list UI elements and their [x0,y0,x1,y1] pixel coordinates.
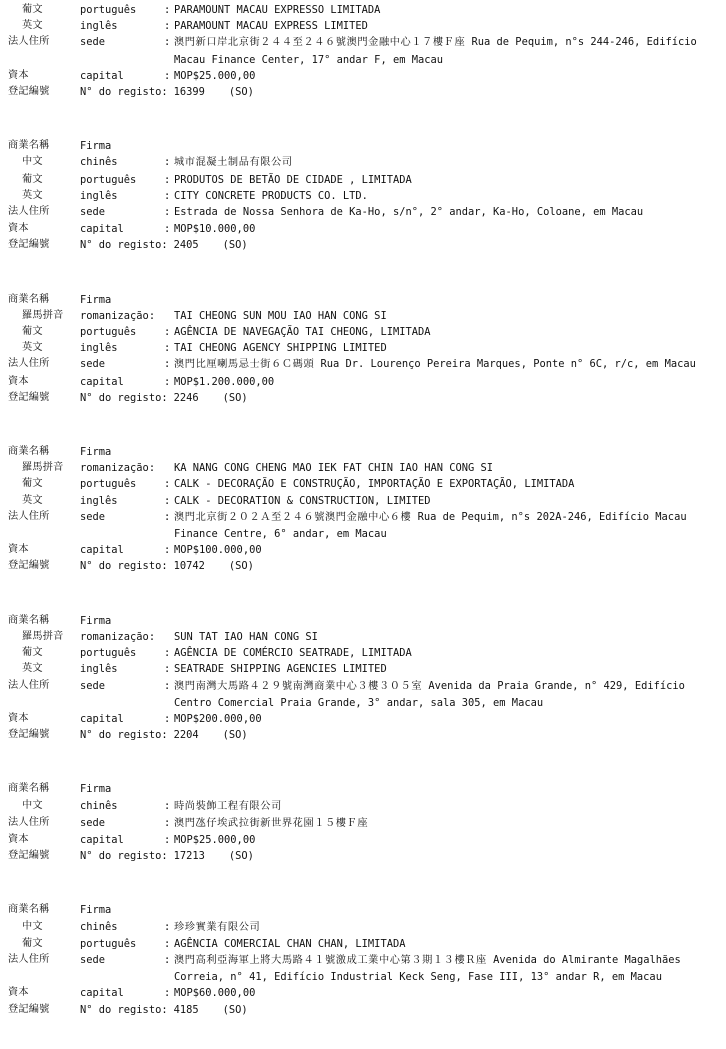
capital-value: MOP$25.000,00 [174,69,256,82]
capital-row [8,832,720,848]
field-row [8,172,720,188]
company-entry [8,613,720,744]
label-pt: português [80,478,137,491]
label-pt: chinês [80,799,118,812]
field-value: CITY CONCRETE PRODUCTS CO. LTD. [174,189,368,202]
registo-row [8,84,720,100]
label-zh: 商業名稱 [8,140,50,152]
label-pt: capital [80,69,124,82]
sede-text: Avenida do Almirante Magalhães Correia, n° 41, Edifício Industrial Keck Seng, Fase III, 13° andar R, em Macau [174,953,681,984]
field-value: AGÊNCIA DE NAVEGAÇÃO TAI CHEONG, LIMITADA [174,326,431,339]
field-row [8,919,720,936]
label-pt: Firma [80,293,112,306]
field-value-cjk: 珍珍實業有限公司 [174,921,261,933]
label-zh: 羅馬拼音 [22,309,64,321]
label-pt: N° do registo: [80,729,168,742]
label-zh: 中文 [22,799,43,811]
separator: : [164,663,171,676]
sede-row [8,678,720,711]
separator: : [164,647,171,660]
separator: : [164,833,171,846]
label-zh: 資本 [8,712,29,724]
label-pt: português [80,647,137,660]
label-pt: sede [80,358,106,371]
label-zh: 資本 [8,69,29,81]
separator: : [164,799,171,812]
separator: : [164,478,171,491]
separator: : [164,375,171,388]
label-pt: capital [80,544,124,557]
label-pt: N° do registo: [80,239,168,252]
sede-text: Estrada de Nossa Senhora de Ka-Ho, s/n°, 2° andar, Ka-Ho, Coloane, em Macau [174,206,644,219]
label-zh: 法人住所 [8,358,50,370]
field-value: PARAMOUNT MACAU EXPRESS LIMITED [174,20,368,33]
company-entry [8,781,720,864]
label-pt: inglês [80,663,118,676]
label-zh: 登記編號 [8,86,50,98]
label-zh: 資本 [8,375,29,387]
sede-text: Avenida da Praia Grande, n° 429, Edifício Centro Comercial Praia Grande, 3° andar, sala 305, em Macau [174,679,685,709]
separator: : [164,206,171,219]
field-value: SEATRADE SHIPPING AGENCIES LIMITED [174,663,387,676]
sede-cjk: 澳門氹仔埃武拉街新世界花園１５樓Ｆ座 [174,817,369,829]
label-zh: 商業名稱 [8,293,50,305]
label-pt: capital [80,987,124,1000]
separator: : [164,510,171,523]
label-pt: capital [80,712,124,725]
capital-row [8,68,720,84]
label-pt: português [80,4,137,16]
label-pt: romanização: [80,462,156,475]
label-zh: 羅馬拼音 [22,630,64,642]
capital-value: MOP$200.000,00 [174,712,262,725]
label-pt: inglês [80,189,118,202]
field-row [8,18,720,34]
label-zh: 英文 [22,494,43,506]
separator: : [164,173,171,186]
field-row [8,154,720,171]
field-row [8,936,720,952]
label-zh: 葡文 [22,647,43,659]
registo-code: (SO) [228,850,254,863]
registo-row [8,558,720,574]
label-zh: 法人住所 [8,206,50,218]
firma-header [8,138,720,154]
label-pt: inglês [80,342,118,355]
field-value: CALK - DECORATION & CONSTRUCTION, LIMITED [174,494,431,507]
registo-number: 2246 [173,391,199,404]
label-zh: 英文 [22,663,43,675]
label-zh: 登記編號 [8,560,50,572]
registo-code: (SO) [222,1003,248,1016]
label-pt: capital [80,375,124,388]
label-pt: sede [80,953,106,966]
separator: : [164,816,171,829]
separator: : [164,189,171,202]
field-value: TAI CHEONG SUN MOU IAO HAN CONG SI [174,309,387,322]
field-value: AGÊNCIA DE COMÉRCIO SEATRADE, LIMITADA [174,647,412,660]
separator: : [164,326,171,339]
label-pt: Firma [80,446,112,459]
field-row [8,798,720,815]
label-zh: 法人住所 [8,953,50,965]
sede-value [174,509,720,542]
registo-number: 2204 [173,729,199,742]
separator: : [164,494,171,507]
separator: : [164,36,171,49]
sede-cjk: 澳門南灣大馬路４２９號南灣商業中心３樓３０５室 [174,680,423,692]
label-zh: 登記編號 [8,239,50,251]
separator: : [164,937,171,950]
separator: : [164,987,171,1000]
label-zh: 葡文 [22,478,43,490]
label-pt: romanização: [80,630,156,643]
field-row [8,460,720,476]
field-value-cjk: 城市混凝土制品有限公司 [174,157,293,169]
field-value: TAI CHEONG AGENCY SHIPPING LIMITED [174,342,387,355]
registo-code: (SO) [222,391,248,404]
capital-value: MOP$1.200.000,00 [174,375,275,388]
sede-row [8,815,720,832]
capital-row [8,711,720,727]
separator: : [164,223,171,236]
field-row [8,493,720,509]
field-row [8,661,720,677]
label-zh: 法人住所 [8,36,50,48]
label-zh: 登記編號 [8,391,50,403]
label-zh: 葡文 [22,173,43,185]
field-row [8,645,720,661]
sede-value [174,678,720,711]
sede-text: Rua de Pequim, n°s 244-246, Edifício Macau Finance Center, 17° andar F, em Macau [174,36,697,66]
label-pt: N° do registo: [80,560,168,573]
label-pt: sede [80,679,106,692]
label-pt: N° do registo: [80,86,168,99]
label-zh: 商業名稱 [8,446,50,458]
company-entry [8,902,720,1017]
separator: : [164,69,171,82]
label-zh: 商業名稱 [8,904,50,916]
label-zh: 資本 [8,223,29,235]
label-pt: Firma [80,904,112,917]
capital-row [8,542,720,558]
label-zh: 中文 [22,920,43,932]
field-row [8,340,720,356]
registo-code: (SO) [228,86,254,99]
field-row [8,188,720,204]
label-zh: 羅馬拼音 [22,462,64,474]
label-zh: 法人住所 [8,816,50,828]
field-value: SUN TAT IAO HAN CONG SI [174,630,318,643]
field-value: PRODUTOS DE BETÃO DE CIDADE , LIMITADA [174,173,412,186]
sede-value [174,815,720,832]
field-value: CALK - DECORAÇÃO E CONSTRUÇÃO, IMPORTAÇÃO E EXPORTAÇÃO, LIMITADA [174,478,575,491]
field-value [174,798,720,815]
registo-code: (SO) [222,239,248,252]
label-pt: capital [80,223,124,236]
label-zh: 登記編號 [8,850,50,862]
label-zh: 資本 [8,833,29,845]
label-pt: português [80,326,137,339]
registo-number: 17213 [173,850,205,863]
label-zh: 登記編號 [8,729,50,741]
registo-row [8,390,720,406]
separator: : [164,712,171,725]
label-zh: 登記編號 [8,1003,50,1015]
field-row [8,476,720,492]
separator: : [164,342,171,355]
label-zh: 英文 [22,20,43,32]
label-zh: 葡文 [22,326,43,338]
sede-cjk: 澳門比厘喇馬忌士街６Ｃ碼頭 [174,359,315,371]
registo-row [8,1002,720,1018]
label-pt: inglês [80,20,118,33]
registo-row [8,848,720,864]
company-entry [8,138,720,253]
label-pt: N° do registo: [80,1003,168,1016]
label-zh: 英文 [22,342,43,354]
label-pt: romanização: [80,309,156,322]
label-pt: chinês [80,920,118,933]
label-zh: 中文 [22,156,43,168]
registo-code: (SO) [228,560,254,573]
sede-text: Rua de Pequim, n°s 202A-246, Edifício Macau Finance Centre, 6° andar, em Macau [174,510,687,541]
firma-header [8,613,720,629]
sede-row [8,952,720,985]
label-pt: Firma [80,783,112,796]
label-pt: N° do registo: [80,391,168,404]
label-pt: sede [80,510,106,523]
registo-number: 16399 [173,86,205,99]
label-pt: sede [80,206,106,219]
separator: : [164,4,171,16]
capital-row [8,985,720,1001]
firma-header [8,902,720,918]
sede-cjk: 澳門北京街２０２Ａ至２４６號澳門金融中心６樓 [174,511,412,523]
field-value: AGÊNCIA COMERCIAL CHAN CHAN, LIMITADA [174,937,406,950]
company-entry [8,444,720,575]
field-row [8,324,720,340]
field-value-cjk: 時尚裝飾工程有限公司 [174,800,282,812]
sede-row [8,509,720,542]
field-value [174,919,720,936]
label-pt: Firma [80,614,112,627]
sede-row [8,34,720,67]
field-row [8,308,720,324]
capital-value: MOP$100.000,00 [174,544,262,557]
label-pt: Firma [80,140,112,153]
separator: : [164,679,171,692]
registo-number: 4185 [173,1003,199,1016]
registo-number: 2405 [173,239,199,252]
label-pt: sede [80,36,106,49]
label-pt: chinês [80,156,118,169]
label-pt: português [80,937,137,950]
label-zh: 法人住所 [8,679,50,691]
separator: : [164,953,171,966]
label-zh: 商業名稱 [8,783,50,795]
sede-value [174,204,720,221]
field-value: PARAMOUNT MACAU EXPRESSO LIMITADA [174,4,381,16]
firma-header [8,292,720,308]
firma-header [8,444,720,460]
label-pt: inglês [80,494,118,507]
field-row [8,2,720,18]
label-zh: 葡文 [22,937,43,949]
field-row [8,629,720,645]
label-zh: 資本 [8,544,29,556]
sede-value [174,952,720,985]
label-zh: 法人住所 [8,510,50,522]
field-value: KA NANG CONG CHENG MAO IEK FAT CHIN IAO HAN CONG SI [174,462,494,475]
capital-row [8,221,720,237]
sede-cjk: 澳門高利亞海軍上將大馬路４１號激成工業中心第３期１３樓Ｒ座 [174,954,487,966]
company-entry [8,292,720,406]
capital-value: MOP$60.000,00 [174,987,256,1000]
sede-row [8,356,720,373]
firma-header [8,781,720,797]
label-pt: sede [80,816,106,829]
separator: : [164,358,171,371]
label-pt: português [80,173,137,186]
label-pt: N° do registo: [80,850,168,863]
registo-row [8,727,720,743]
label-pt: capital [80,833,124,846]
capital-value: MOP$25.000,00 [174,833,256,846]
registo-number: 10742 [173,560,205,573]
sede-value [174,34,720,67]
label-zh: 資本 [8,987,29,999]
registo-row [8,237,720,253]
separator: : [164,544,171,557]
separator: : [164,920,171,933]
capital-row [8,374,720,390]
registo-code: (SO) [222,729,248,742]
sede-value [174,356,720,373]
company-entry [8,2,720,100]
separator: : [164,20,171,33]
registry-document [8,2,720,1018]
separator: : [164,156,171,169]
field-value [174,154,720,171]
sede-cjk: 澳門新口岸北京街２４４至２４６號澳門金融中心１７樓Ｆ座 [174,37,466,49]
capital-value: MOP$10.000,00 [174,223,256,236]
label-zh: 葡文 [22,4,43,15]
sede-text: Rua Dr. Lourenço Pereira Marques, Ponte n° 6C, r/c, em Macau [314,358,696,371]
label-zh: 英文 [22,189,43,201]
label-zh: 商業名稱 [8,614,50,626]
sede-row [8,204,720,221]
